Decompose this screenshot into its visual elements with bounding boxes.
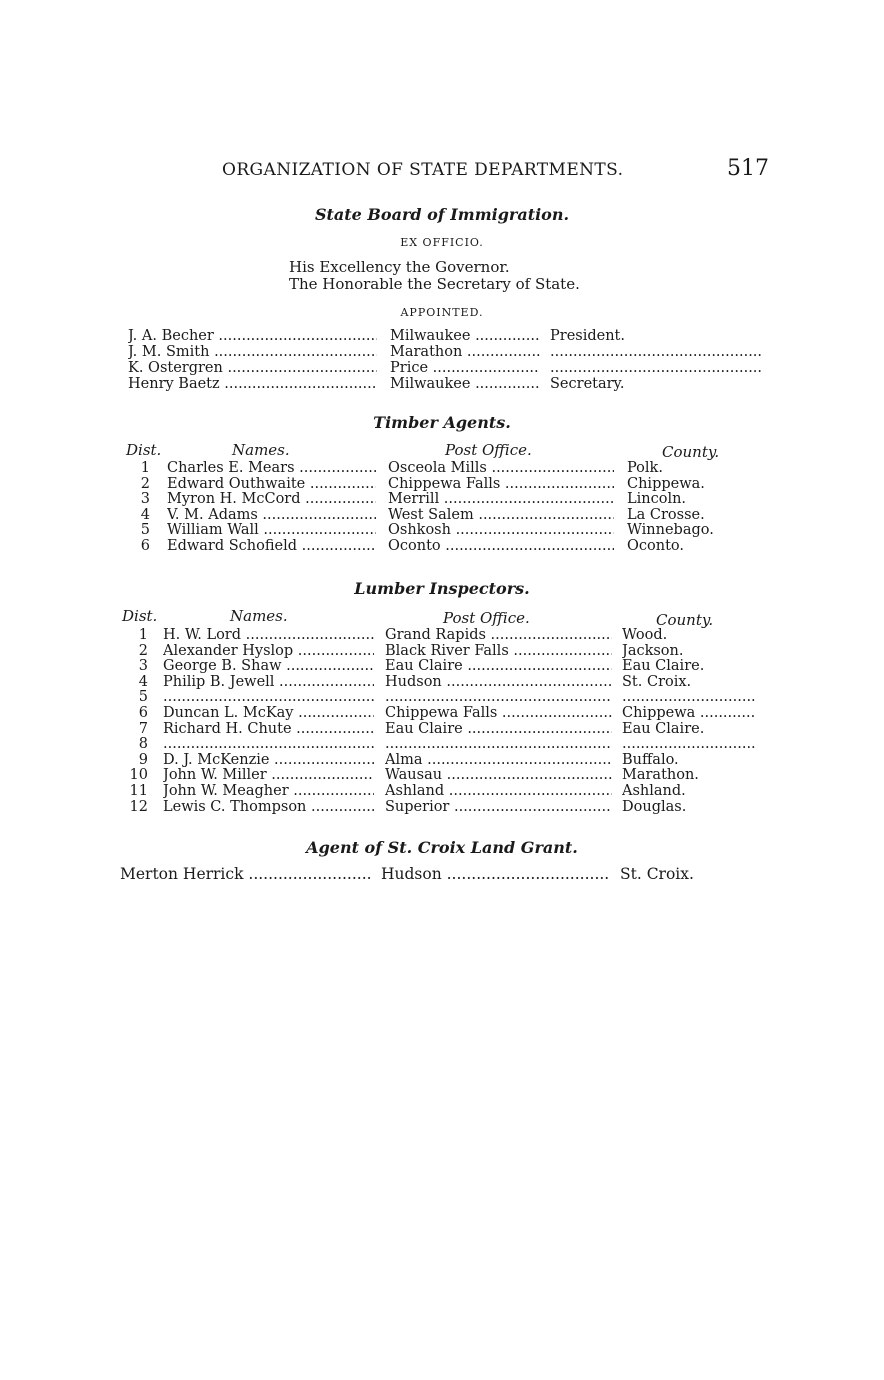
district-number: 12 xyxy=(129,798,148,815)
post-office: Alma xyxy=(385,751,423,768)
table-row xyxy=(0,522,884,539)
appointed-row xyxy=(0,376,884,393)
post-office: Ashland xyxy=(385,783,445,799)
header-post-office: Post Office. xyxy=(445,441,532,459)
post-office: Chippewa Falls xyxy=(388,475,501,492)
district-number: 11 xyxy=(129,783,148,799)
person-name: Lewis C. Thompson xyxy=(163,798,307,815)
district-number: 1 xyxy=(138,627,148,643)
table-row xyxy=(0,627,884,644)
table-row xyxy=(0,507,884,524)
header-names: Names. xyxy=(230,607,288,625)
county: Lincoln. xyxy=(627,491,687,507)
person-name: Myron H. McCord xyxy=(167,491,301,507)
county: Buffalo. xyxy=(622,751,679,768)
ex-officio-label: EX OFFICIO. xyxy=(400,236,484,249)
person-name: John W. Meagher xyxy=(163,783,289,799)
county: Ashland. xyxy=(622,783,686,799)
table-row xyxy=(0,491,884,508)
header-county: County. xyxy=(662,443,720,461)
person-name: D. J. McKenzie xyxy=(163,751,270,768)
post-office: Eau Claire xyxy=(385,720,463,737)
district-number: 5 xyxy=(140,522,150,538)
district-number: 7 xyxy=(138,720,148,737)
person-name: H. W. Lord xyxy=(163,627,242,643)
post-office: West Salem xyxy=(388,506,474,523)
person-name: Philip B. Jewell xyxy=(163,673,275,690)
district-number: 8 xyxy=(138,736,148,753)
table-row xyxy=(0,799,884,816)
post-office: Osceola Mills xyxy=(388,460,487,476)
header-names: Names. xyxy=(232,441,290,459)
agent-name: Merton Herrick xyxy=(120,866,244,883)
appointed-label: APPOINTED. xyxy=(400,306,484,319)
county: Jackson. xyxy=(622,642,684,659)
member-name: K. Ostergren xyxy=(128,360,223,376)
post-office: Eau Claire xyxy=(385,658,463,675)
post-office: Grand Rapids xyxy=(385,627,486,643)
agent-county: St. Croix. xyxy=(620,866,694,883)
member-place: Marathon xyxy=(390,344,463,360)
table-row xyxy=(0,736,884,753)
table-row xyxy=(0,643,884,660)
district-number: 6 xyxy=(140,537,150,554)
member-role: President. xyxy=(550,328,625,344)
county: Polk. xyxy=(627,460,663,476)
person-name: Edward Schofield xyxy=(167,537,298,554)
district-number: 2 xyxy=(138,642,148,659)
county: Chippewa. xyxy=(627,475,705,492)
member-name: J. M. Smith xyxy=(128,344,210,360)
district-number: 4 xyxy=(140,506,150,523)
county: Chippewa xyxy=(622,705,696,721)
district-number: 3 xyxy=(138,658,148,675)
header-county: County. xyxy=(656,611,714,629)
county: Eau Claire. xyxy=(622,720,705,737)
district-number: 4 xyxy=(138,673,148,690)
county: Oconto. xyxy=(627,537,684,554)
district-number: 5 xyxy=(138,689,148,706)
person-name: Edward Outhwaite xyxy=(167,475,306,492)
person-name: John W. Miller xyxy=(163,767,267,784)
land-grant-row xyxy=(0,866,884,885)
county: Marathon. xyxy=(622,767,699,784)
county: Eau Claire. xyxy=(622,658,705,675)
county: Wood. xyxy=(622,627,668,643)
post-office: Oconto xyxy=(388,537,441,554)
person-name: V. M. Adams xyxy=(167,506,258,523)
county: Winnebago. xyxy=(627,522,714,538)
ex-officio-member: His Excellency the Governor. xyxy=(289,258,510,276)
header-dist: Dist. xyxy=(122,607,158,625)
table-row xyxy=(0,721,884,738)
person-name: Richard H. Chute xyxy=(163,720,292,737)
person-name: George B. Shaw xyxy=(163,658,282,675)
person-name: William Wall xyxy=(167,522,259,538)
running-title: ORGANIZATION OF STATE DEPARTMENTS. xyxy=(222,160,624,180)
table-row xyxy=(0,476,884,493)
district-number: 6 xyxy=(138,705,148,721)
post-office: Black River Falls xyxy=(385,642,509,659)
county: St. Croix. xyxy=(622,673,692,690)
post-office: Oshkosh xyxy=(388,522,451,538)
person-name: Duncan L. McKay xyxy=(163,705,294,721)
person-name: Charles E. Mears xyxy=(167,460,295,476)
header-post-office: Post Office. xyxy=(443,609,530,627)
appointed-row xyxy=(0,360,884,377)
table-row xyxy=(0,674,884,691)
district-number: 9 xyxy=(138,751,148,768)
header-dist: Dist. xyxy=(126,441,162,459)
district-number: 2 xyxy=(140,475,150,492)
member-place: Milwaukee xyxy=(390,328,471,344)
table-row xyxy=(0,658,884,675)
table-row xyxy=(0,783,884,800)
member-role: Secretary. xyxy=(550,376,625,392)
table-row xyxy=(0,705,884,722)
timber-title: Timber Agents. xyxy=(373,413,511,432)
table-row xyxy=(0,752,884,769)
district-number: 3 xyxy=(140,491,150,507)
county: La Crosse. xyxy=(627,506,705,523)
member-place: Price xyxy=(390,360,429,376)
page-number: 517 xyxy=(727,156,769,181)
district-number: 1 xyxy=(140,460,150,476)
post-office: Superior xyxy=(385,798,450,815)
table-row xyxy=(0,460,884,477)
agent-post-office: Hudson xyxy=(381,866,442,883)
post-office: Wausau xyxy=(385,767,443,784)
post-office: Merrill xyxy=(388,491,440,507)
ex-officio-member: The Honorable the Secretary of State. xyxy=(289,275,580,293)
table-row xyxy=(0,689,884,706)
member-name: Henry Baetz xyxy=(128,376,220,392)
post-office: Chippewa Falls xyxy=(385,705,498,721)
immigration-title: State Board of Immigration. xyxy=(314,205,570,224)
appointed-row xyxy=(0,328,884,345)
table-row xyxy=(0,767,884,784)
post-office: Hudson xyxy=(385,673,442,690)
appointed-row xyxy=(0,344,884,361)
lumber-title: Lumber Inspectors. xyxy=(354,579,530,598)
district-number: 10 xyxy=(129,767,148,784)
table-row xyxy=(0,538,884,555)
land-grant-title: Agent of St. Croix Land Grant. xyxy=(306,838,578,857)
page-header xyxy=(0,158,884,188)
member-place: Milwaukee xyxy=(390,376,471,392)
member-name: J. A. Becher xyxy=(128,328,214,344)
person-name: Alexander Hyslop xyxy=(163,642,294,659)
county: Douglas. xyxy=(622,798,687,815)
